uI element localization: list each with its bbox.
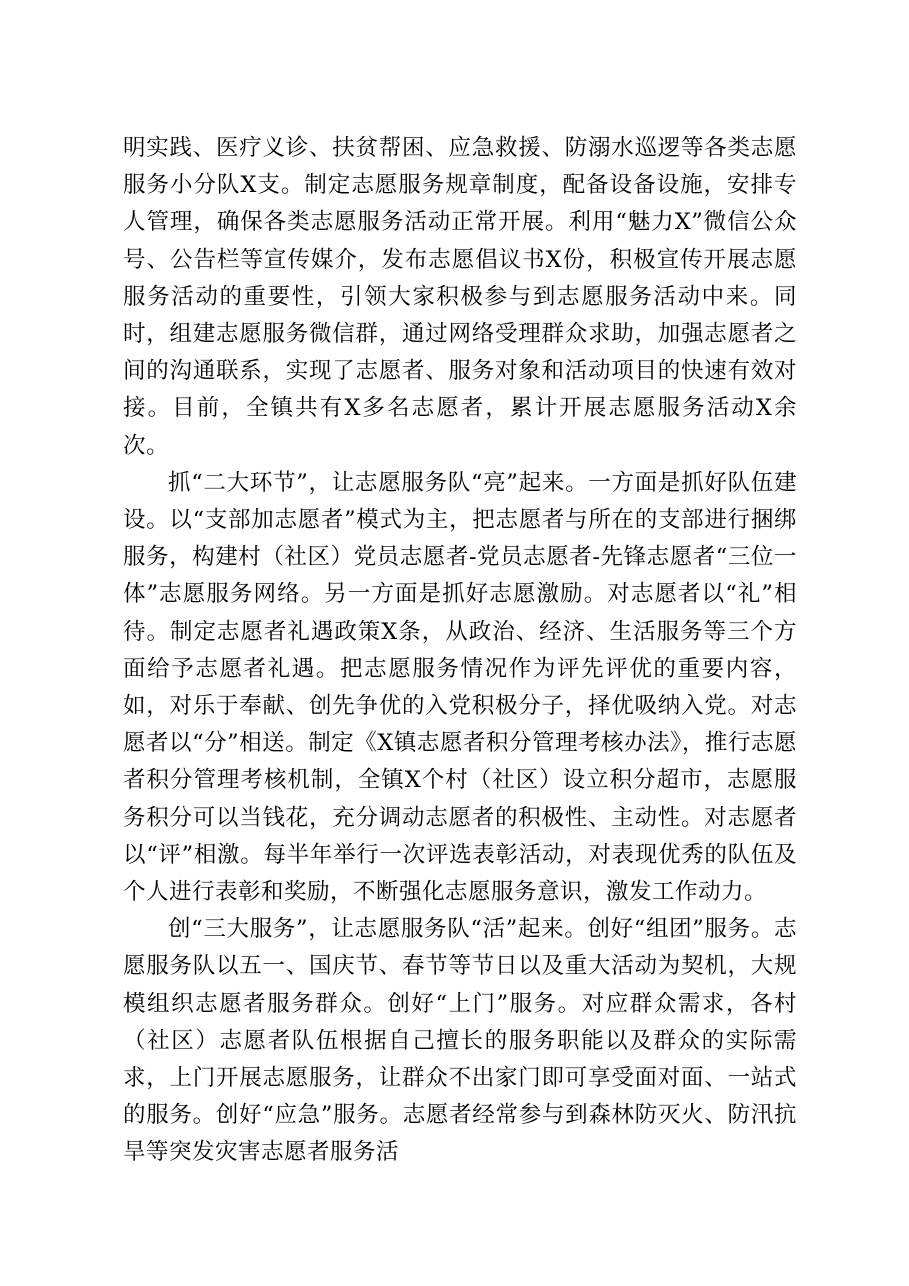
paragraph-2: 抓“二大环节”，让志愿服务队“亮”起来。一方面是抓好队伍建设。以“支部加志愿者”模式为主，把志愿者与所在的支部进行捆绑服务，构建村（社区）党员志愿者-党员志愿者-先锋志愿者“三位一体”志愿服务网络。另一方面是抓好志愿激励。对志愿者以“礼”相待。制定志愿者礼遇政策X条，从政治、经济、生活服务等三个方面给予志愿者礼遇。把志愿服务情况作为评先评优的重要内容，如，对乐于奉献、创先争优的入党积极分子，择优吸纳入党。对志愿者以“分”相送。制定《X镇志愿者积分管理考核办法》，推行志愿者积分管理考核机制，全镇X个村（社区）设立积分超市，志愿服务积分可以当钱花，充分调动志愿者的积极性、主动性。对志愿者以“评”相激。每半年举行一次评选表彰活动，对表现优秀的队伍及个人进行表彰和奖励，不断强化志愿服务意识，激发工作动力。 <box>123 469 797 906</box>
document-body <box>123 130 797 1172</box>
paragraph-1: 明实践、医疗义诊、扶贫帮困、应急救援、防溺水巡逻等各类志愿服务小分队X支。制定志愿服务规章制度，配备设备设施，安排专人管理，确保各类志愿服务活动正常开展。利用“魅力X”微信公众号、公告栏等宣传媒介，发布志愿倡议书X份，积极宣传开展志愿服务活动的重要性，引领大家积极参与到志愿服务活动中来。同时，组建志愿服务微信群，通过网络受理群众求助，加强志愿者之间的沟通联系，实现了志愿者、服务对象和活动项目的快速有效对接。目前，全镇共有X多名志愿者，累计开展志愿服务活动X余次。 <box>123 135 797 459</box>
paragraph-3: 创“三大服务”，让志愿服务队“活”起来。创好“组团”服务。志愿服务队以五一、国庆节、春节等节日以及重大活动为契机，大规模组织志愿者服务群众。创好“上门”服务。对应群众需求，各村（社区）志愿者队伍根据自己擅长的服务职能以及群众的实际需求，上门开展志愿服务，让群众不出家门即可享受面对面、一站式的服务。创好“应急”服务。志愿者经常参与到森林防灭火、防汛抗旱等突发灾害志愿者服务活 <box>123 916 797 1166</box>
